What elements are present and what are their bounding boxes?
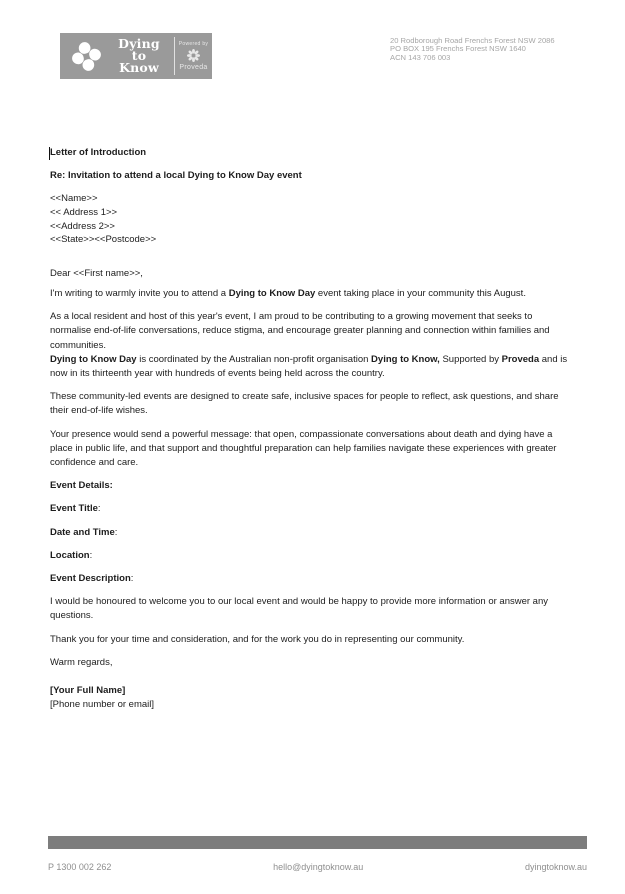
- brand-wordmark: [110, 38, 168, 74]
- recipient-line: << Address 1>>: [50, 207, 118, 218]
- letterhead-address: [390, 37, 555, 62]
- address-line: 20 Rodborough Road Frenchs Forest NSW 2086: [390, 36, 555, 45]
- signature-name: [Your Full Name]: [50, 685, 126, 697]
- letter-body[interactable]: [50, 146, 569, 712]
- paragraph-community: These community-led events are designed to create safe, inclusive spaces for people to reflect, ask questions, and share their end-of-life wishes.: [50, 391, 559, 417]
- powered-by-block: [175, 41, 212, 71]
- event-date-time-field: Date and Time:: [50, 526, 118, 538]
- brand-line: to: [131, 48, 147, 63]
- footer-phone: P 1300 002 262: [48, 862, 112, 872]
- letter-subject: Re: Invitation to attend a local Dying to Know Day event: [50, 170, 302, 182]
- recipient-placeholder-block: [50, 192, 569, 246]
- event-title-field: Event Title:: [50, 503, 101, 515]
- event-description-field: Event Description:: [50, 573, 134, 585]
- letter-title: Letter of Introduction: [50, 147, 147, 158]
- brand-line: Dying: [118, 36, 160, 51]
- footer-website: dyingtoknow.au: [524, 862, 587, 872]
- event-location-field: Location:: [50, 549, 93, 561]
- address-line: PO BOX 195 Frenchs Forest NSW 1640: [390, 44, 526, 54]
- address-line: ACN 143 706 003: [390, 52, 451, 62]
- paragraph-invite: I'm writing to warmly invite you to attend a Dying to Know Day event taking place in your community this August.: [50, 287, 526, 299]
- footer-email: hello@dyingtoknow.au: [273, 862, 364, 872]
- paragraph-presence: Your presence would send a powerful message: that open, compassionate conversations about death and dying have a place in public life, and that support and thoughtful preparation can help families navigate these experiences with greater confidence and care.: [50, 428, 557, 469]
- dying-to-know-logo: [60, 33, 212, 79]
- closing: Warm regards,: [50, 656, 113, 668]
- event-details-heading: Event Details:: [50, 480, 113, 492]
- recipient-line: <<State>><<Postcode>>: [50, 234, 157, 246]
- proveda-flower-icon: [186, 48, 201, 63]
- partner-name: Proveda: [179, 64, 208, 71]
- paragraph-thanks: Thank you for your time and consideration, and for the work you do in representing our community.: [50, 633, 465, 645]
- pinwheel-logo-icon: [68, 38, 105, 75]
- footer-divider-bar: [48, 836, 587, 849]
- powered-by-label: Powered by: [178, 41, 209, 47]
- recipient-line: <<Address 2>>: [50, 220, 115, 232]
- signature-block: [50, 684, 569, 712]
- salutation: Dear <<First name>>,: [50, 267, 143, 279]
- paragraph-coordinated: Dying to Know Day is coordinated by the Australian non-profit organisation Dying to Know, Supported by Proveda and is now in its thirteenth year with hundreds of events being held across the country.: [50, 353, 568, 379]
- footer: [48, 862, 587, 872]
- signature-contact: [Phone number or email]: [50, 699, 155, 711]
- brand-line: Know: [119, 60, 159, 75]
- text-cursor: [49, 147, 50, 160]
- paragraph-movement: As a local resident and host of this year's event, I am proud to be contributing to a growing movement that seeks to normalise end-of-life conversations, reduce stigma, and encourage greater planning and connection within families and communities.: [50, 311, 550, 351]
- recipient-line: <<Name>>: [50, 193, 98, 205]
- paragraph-honoured: I would be honoured to welcome you to our local event and would be happy to provide more information or answer any questions.: [50, 596, 548, 622]
